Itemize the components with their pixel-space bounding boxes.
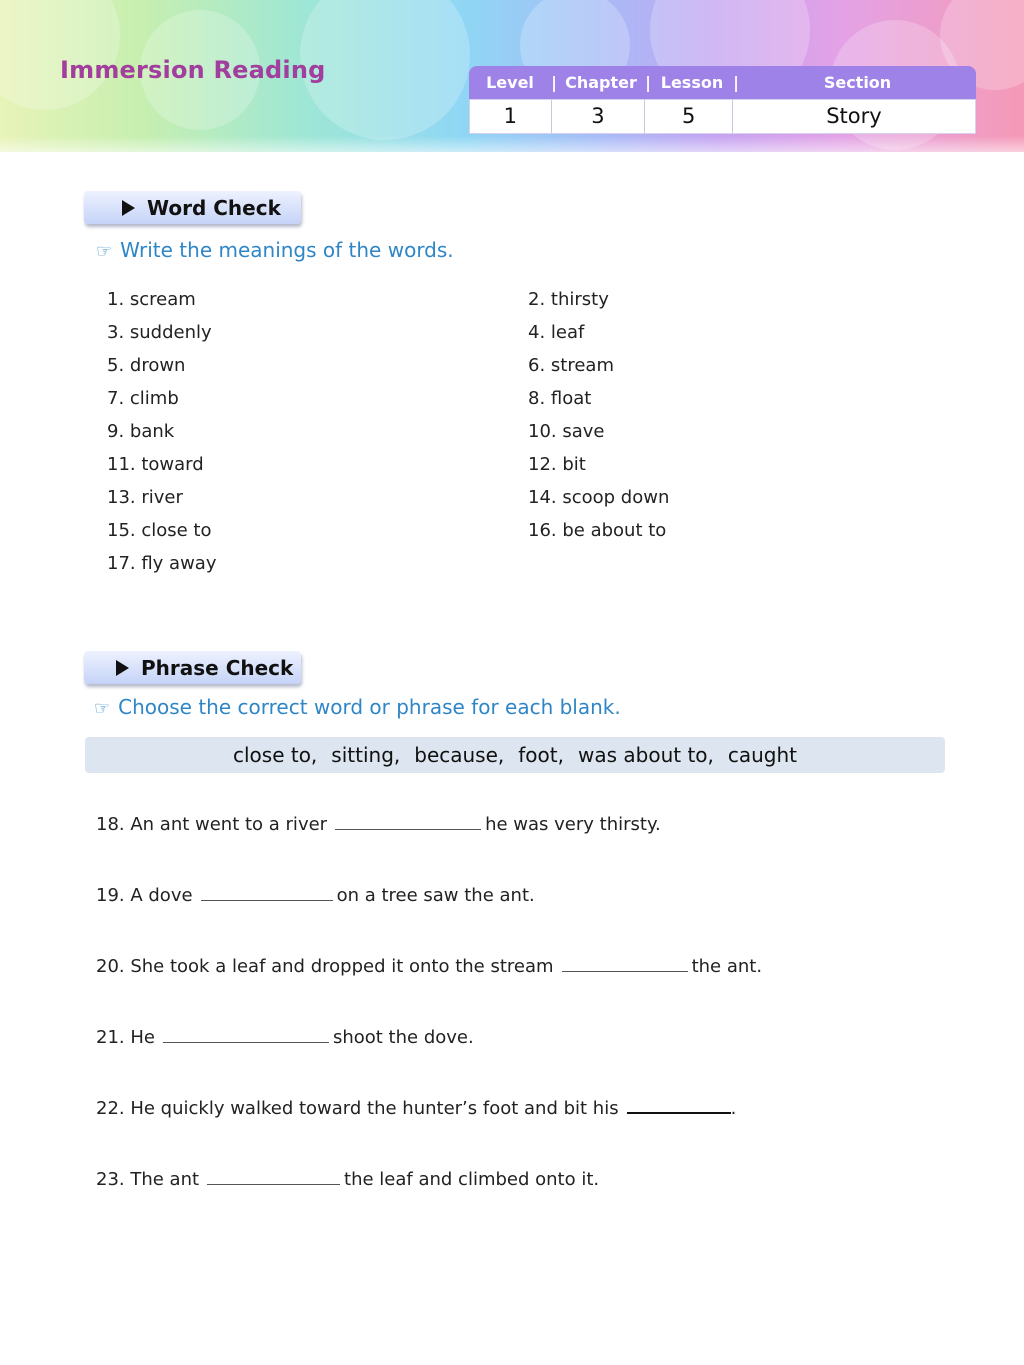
phrase-check-title: Phrase Check xyxy=(141,655,294,680)
word-item: 13. river xyxy=(107,487,183,508)
word-bank xyxy=(85,737,945,773)
column-separator: | xyxy=(645,73,651,92)
level-heading: Level xyxy=(486,73,534,92)
word-bank-item: close to, xyxy=(232,743,318,767)
word-item: 8. float xyxy=(528,388,592,409)
word-item: 14. scoop down xyxy=(528,487,670,508)
sentence-text: shoot the dove. xyxy=(332,1027,474,1048)
word-item: 15. close to xyxy=(107,520,212,541)
sentence-text: 23. The ant xyxy=(96,1169,200,1190)
sentence-text: 18. An ant went to a river xyxy=(96,814,328,835)
word-item: 5. drown xyxy=(107,355,186,376)
sentence-text: 19. A dove xyxy=(96,885,193,906)
header-banner xyxy=(0,0,1024,152)
lesson-heading: Lesson xyxy=(660,73,724,92)
lesson-info-table xyxy=(469,66,976,134)
instruction-text: Choose the correct word or phrase for each blank. xyxy=(118,695,621,719)
sentence-text: 21. He xyxy=(96,1027,155,1048)
sentence-text: he was very thirsty. xyxy=(485,814,661,835)
answer-blank[interactable] xyxy=(562,954,688,972)
word-check-instruction xyxy=(96,238,454,262)
sentence-text: . xyxy=(730,1098,737,1119)
level-value: 1 xyxy=(470,100,552,133)
word-item: 4. leaf xyxy=(528,322,585,343)
banner-fade xyxy=(0,136,1024,166)
word-item: 3. suddenly xyxy=(107,322,212,343)
fill-blank-sentence xyxy=(96,1167,599,1190)
word-item: 9. bank xyxy=(107,421,175,442)
word-item: 6. stream xyxy=(528,355,614,376)
word-check-title: Word Check xyxy=(147,195,281,220)
phrase-check-instruction xyxy=(94,695,621,719)
sentence-text: the leaf and climbed onto it. xyxy=(344,1169,600,1190)
lesson-info-header xyxy=(469,66,976,99)
play-triangle-icon xyxy=(122,200,135,216)
play-triangle-icon xyxy=(116,660,129,676)
pointing-hand-icon: ☞ xyxy=(94,698,111,719)
word-bank-item: sitting, xyxy=(331,743,401,767)
word-bank-item: foot, xyxy=(518,743,564,767)
word-check-tag xyxy=(84,191,301,224)
section-value: Story xyxy=(826,104,882,128)
decor-bubble xyxy=(0,0,120,110)
pointing-hand-icon: ☞ xyxy=(96,241,113,262)
sentence-text: 20. She took a leaf and dropped it onto the stream xyxy=(96,956,554,977)
word-item: 7. climb xyxy=(107,388,179,409)
column-separator: | xyxy=(733,73,739,92)
fill-blank-sentence xyxy=(96,812,661,835)
word-bank-item: because, xyxy=(414,743,505,767)
lesson-info-values xyxy=(469,99,976,134)
word-bank-item: caught xyxy=(727,743,798,767)
word-bank-item: was about to, xyxy=(577,743,714,767)
brand-title: Immersion Reading xyxy=(60,56,326,84)
answer-blank[interactable] xyxy=(627,1096,731,1114)
sentence-text: 22. He quickly walked toward the hunter’s foot and bit his xyxy=(96,1098,619,1119)
answer-blank[interactable] xyxy=(207,1167,340,1185)
word-item: 10. save xyxy=(528,421,605,442)
section-heading: Section xyxy=(823,73,892,92)
lesson-value: 5 xyxy=(645,100,733,133)
word-item: 12. bit xyxy=(528,454,586,475)
column-separator: | xyxy=(551,73,557,92)
answer-blank[interactable] xyxy=(335,812,481,830)
phrase-check-tag xyxy=(84,651,301,684)
word-item: 1. scream xyxy=(107,289,196,310)
answer-blank[interactable] xyxy=(163,1025,329,1043)
answer-blank[interactable] xyxy=(201,883,333,901)
instruction-text: Write the meanings of the words. xyxy=(120,238,454,262)
fill-blank-sentence xyxy=(96,954,762,977)
sentence-text: the ant. xyxy=(691,956,763,977)
chapter-heading: Chapter xyxy=(565,73,637,92)
fill-blank-sentence xyxy=(96,883,535,906)
chapter-value: 3 xyxy=(552,100,646,133)
word-item: 16. be about to xyxy=(528,520,667,541)
word-item: 11. toward xyxy=(107,454,204,475)
word-item: 2. thirsty xyxy=(528,289,609,310)
word-item: 17. fly away xyxy=(107,553,217,574)
fill-blank-sentence xyxy=(96,1025,474,1048)
sentence-text: on a tree saw the ant. xyxy=(336,885,535,906)
fill-blank-sentence xyxy=(96,1096,736,1119)
